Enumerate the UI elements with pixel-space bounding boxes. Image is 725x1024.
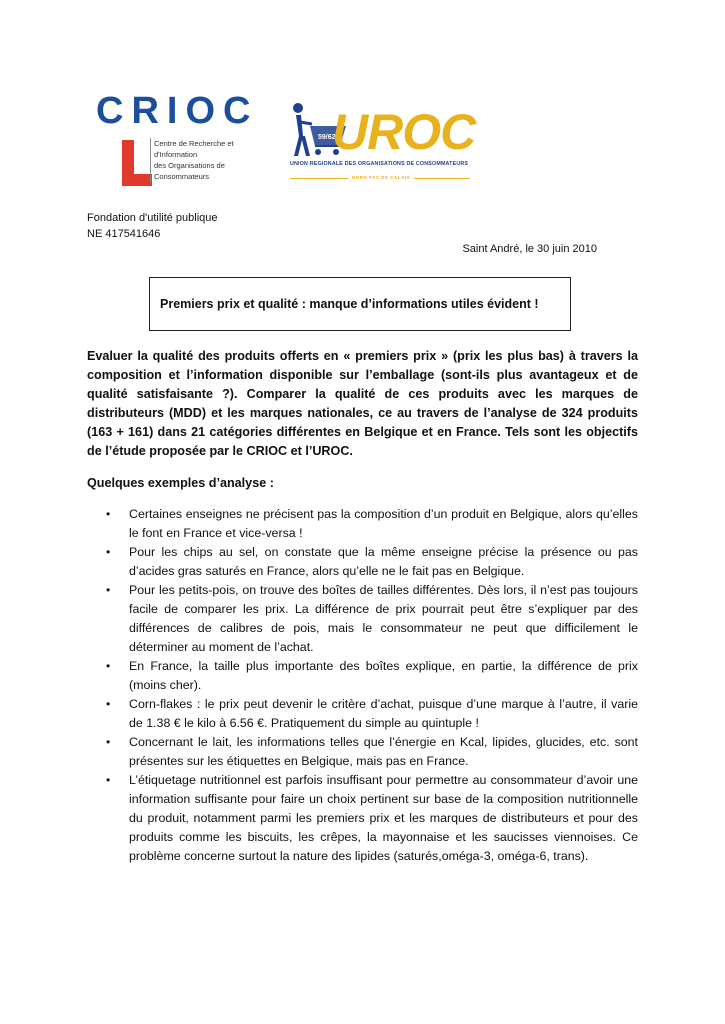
uroc-region-text: NORD PAS DE CALAIS (348, 175, 414, 180)
list-item-text: Corn-flakes : le prix peut devenir le critère d’achat, puisque d’une marque à l’autre, il varie de 1.38 € le kilo à 6.56 €. Pratiquement du simple au quintuple ! (129, 697, 638, 730)
list-item-text: Pour les chips au sel, on constate que la même enseigne précise la présence ou pas d’acides gras saturés en France, alors qu’elle ne le fait pas en Belgique. (129, 545, 638, 578)
list-item-text: En France, la taille plus importante des boîtes explique, en partie, la différence de prix (moins cher). (129, 659, 638, 692)
list-item (87, 733, 638, 771)
bullet-icon: • (106, 583, 111, 597)
document-title: Premiers prix et qualité : manque d’informations utiles évident ! (160, 297, 539, 311)
foundation-status: Fondation d'utilité publique (87, 212, 218, 224)
registration-number: NE 417541646 (87, 228, 161, 240)
uroc-logo-region (288, 175, 474, 180)
crioc-logo (96, 92, 271, 192)
crioc-logo-tagline (150, 138, 271, 182)
list-item (87, 581, 638, 657)
crioc-logo-red-foot (122, 174, 152, 186)
uroc-logo-tagline: UNION REGIONALE DES ORGANISATIONS DE CONSOMMATEURS (290, 161, 469, 167)
examples-heading: Quelques exemples d’analyse : (87, 476, 274, 490)
bullet-icon: • (106, 659, 111, 673)
list-item-text: Concernant le lait, les informations telles que l’énergie en Kcal, lipides, glucides, etc. sont présentes sur les étiquettes en Belgique, mais pas en France. (129, 735, 638, 768)
title-box (149, 277, 571, 331)
list-item-text: Pour les petits-pois, on trouve des boîtes de tailles différentes. Dès lors, il n’est pas toujours facile de comparer les prix. La différence de prix pourrait peut être s’expliquer par des différences de calibres de pois, mais le consommateur ne peut que difficilement le déterminer au moment de l’achat. (129, 583, 638, 654)
bullet-icon: • (106, 773, 111, 787)
bullet-icon: • (106, 697, 111, 711)
list-item (87, 657, 638, 695)
document-date: Saint André, le 30 juin 2010 (462, 243, 597, 255)
uroc-logo-word: UROC (332, 104, 476, 160)
examples-list (87, 505, 638, 866)
list-item (87, 505, 638, 543)
bullet-icon: • (106, 507, 111, 521)
intro-paragraph: Evaluer la qualité des produits offerts en « premiers prix » (prix les plus bas) à travers la composition et l’information disponible sur l’emballage (sont-ils plus avantageux et de qualité satisfaisante ?). Comparer la qualité de ces produits avec les marques de distributeurs (MDD) et les marques nationales, ce au travers de l’analyse de 324 produits (163 + 161) dans 21 catégories différentes en Belgique et en France. Tels sont les objectifs de l’étude proposée par le CRIOC et l’UROC. (87, 349, 638, 458)
list-item (87, 771, 638, 866)
uroc-cart-label: 59/62 (318, 134, 336, 141)
crioc-logo-word: CRIOC (96, 90, 259, 132)
list-item (87, 543, 638, 581)
bullet-icon: • (106, 545, 111, 559)
crioc-tagline-line1: Centre de Recherche et d'Information (154, 139, 234, 159)
uroc-logo (288, 100, 478, 190)
list-item-text: L’étiquetage nutritionnel est parfois insuffisant pour permettre au consommateur d’avoir une information suffisante pour faire un choix pertinent sur base de la composition nutritionnelle du produit, notamment parmi les premiers prix et les marques de distributeurs et pour des produits comme les biscuits, les crêpes, la mayonnaise et les saucisses viennoises. Ce problème concerne surtout la nature des lipides (saturés,oméga-3, oméga-6, trans). (129, 773, 638, 863)
bullet-icon: • (106, 735, 111, 749)
crioc-tagline-line2: des Organisations de Consommateurs (154, 161, 225, 181)
list-item-text: Certaines enseignes ne précisent pas la composition d’un produit en Belgique, alors qu’elles le font en France et vice-versa ! (129, 507, 638, 540)
list-item (87, 695, 638, 733)
